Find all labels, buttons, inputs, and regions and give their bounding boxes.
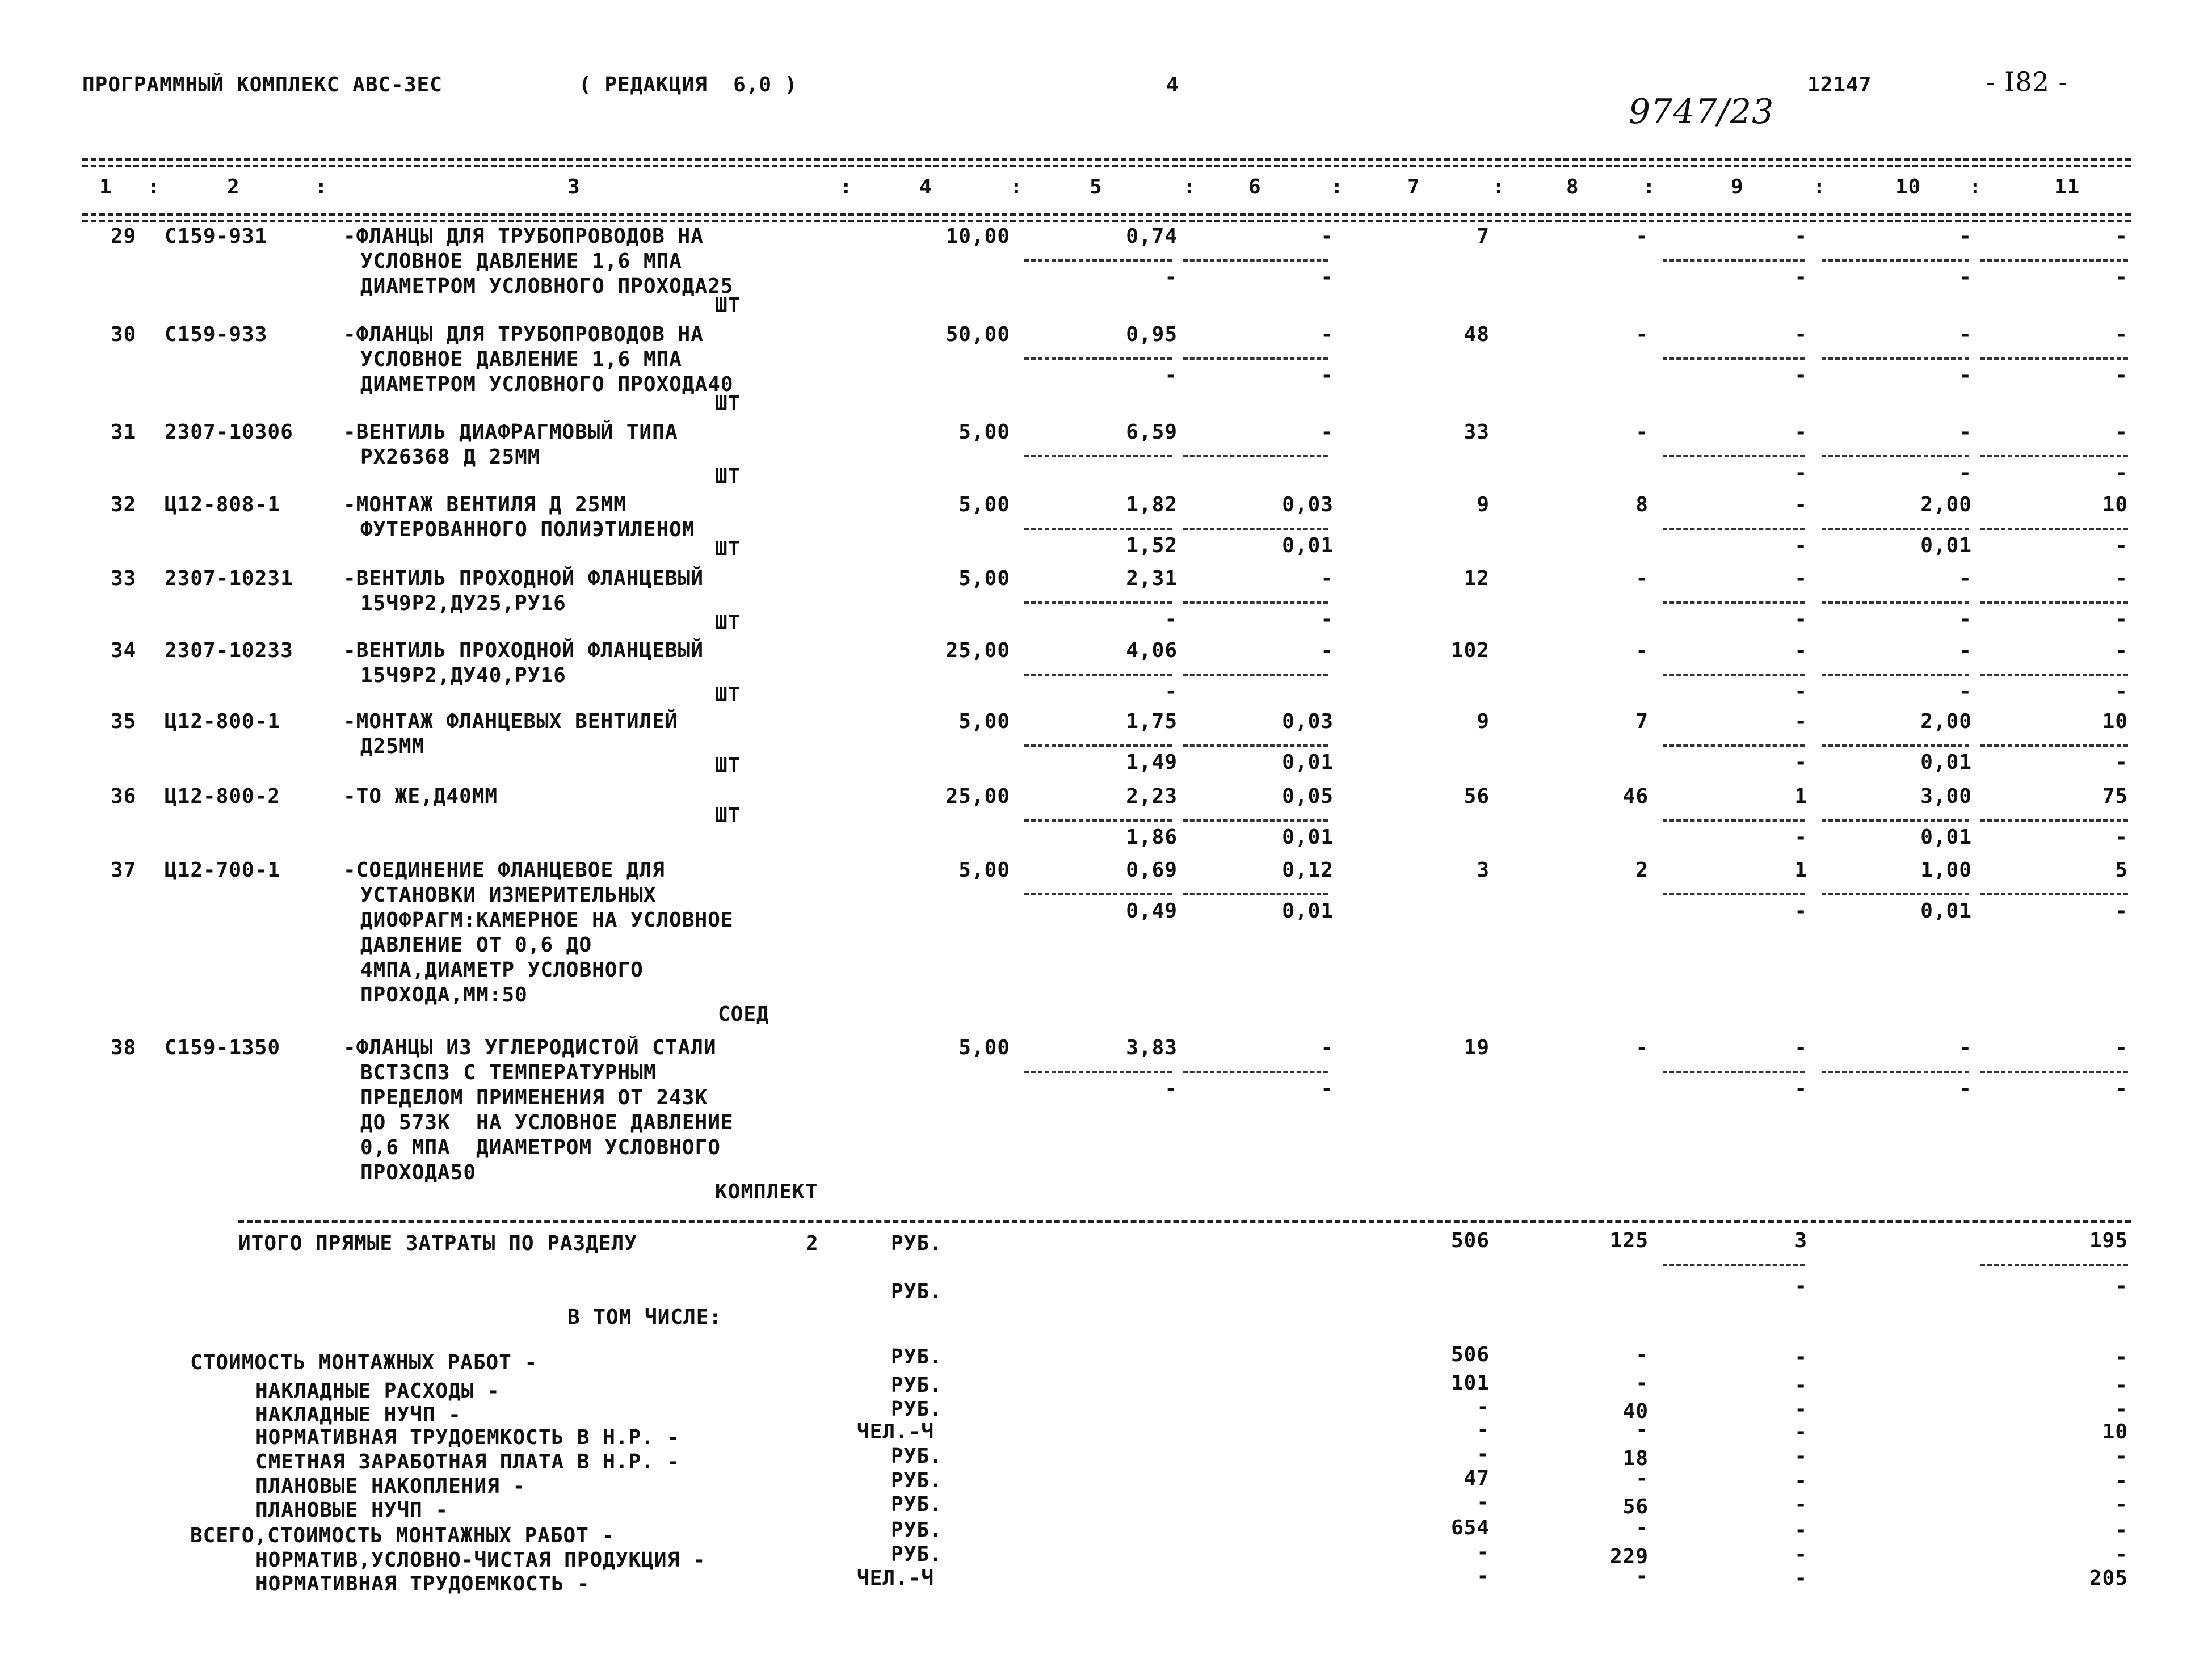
item-description-line: УСЛОВНОЕ ДАВЛЕНИЕ 1,6 МПА (360, 250, 682, 273)
summary-unit: РУБ. (891, 1493, 943, 1516)
item-code: 2307-10306 (165, 420, 293, 444)
row-number: 38 (111, 1036, 137, 1059)
item-description-line: Д25ММ (360, 735, 425, 758)
item-col11: - (2115, 323, 2128, 346)
summary-col11: 205 (2089, 1567, 2128, 1590)
item-description-line: ДИАМЕТРОМ УСЛОВНОГО ПРОХОДА25 (360, 275, 734, 298)
summary-label: СТОИМОСТЬ МОНТАЖНЫХ РАБОТ - (190, 1351, 538, 1374)
item-col11-sub: - (2115, 608, 2128, 631)
column-separator: : (1813, 175, 1826, 199)
item-col10: - (1959, 420, 1972, 444)
summary-col9: - (1794, 1543, 1807, 1566)
item-col11: 5 (2115, 858, 2128, 882)
item-col9-sub: - (1794, 608, 1807, 631)
summary-unit: РУБ. (891, 1543, 943, 1566)
item-unit: ШТ (715, 804, 741, 827)
item-unit: ШТ (715, 465, 741, 488)
item-description-line: -ВЕНТИЛЬ ПРОХОДНОЙ ФЛАНЦЕВЫЙ (343, 567, 704, 590)
item-col5-sub: 1,49 (1126, 751, 1178, 774)
item-code: 2307-10231 (165, 567, 293, 590)
item-code: Ц12-700-1 (165, 858, 281, 882)
summary-col7: - (1477, 1442, 1490, 1466)
item-description-line: 0,6 МПА ДИАМЕТРОМ УСЛОВНОГО (360, 1136, 721, 1159)
summary-col9: - (1794, 1374, 1807, 1397)
summary-col7: - (1477, 1418, 1490, 1441)
summary-col11: - (2115, 1374, 2128, 1397)
summary-label: ВСЕГО,СТОИМОСТЬ МОНТАЖНЫХ РАБОТ - (190, 1524, 615, 1547)
summary-label: ПЛАНОВЫЕ НАКОПЛЕНИЯ - (255, 1475, 526, 1498)
item-col6-sub: - (1321, 266, 1334, 289)
item-col10-sub: 0,01 (1920, 899, 1972, 923)
item-unit: ШТ (715, 537, 741, 561)
item-col10-sub: - (1959, 364, 1972, 387)
item-col10: - (1959, 323, 1972, 346)
item-col9: - (1794, 1036, 1807, 1059)
column-header-10: 10 (1895, 175, 1921, 199)
column-header-8: 8 (1566, 175, 1579, 199)
item-col9: - (1794, 639, 1807, 662)
totals-col9: 3 (1794, 1229, 1807, 1252)
row-number: 32 (111, 493, 137, 516)
item-col9-sub: - (1794, 899, 1807, 923)
item-col6-sub: 0,01 (1282, 534, 1334, 557)
item-col7: 102 (1450, 639, 1490, 662)
item-description-line: 15Ч9Р2,ДУ40,РУ16 (360, 664, 566, 687)
item-code: С159-931 (165, 225, 268, 248)
program-title: ПРОГРАММНЫЙ КОМПЛЕКС АВС-ЗЕС (82, 73, 443, 96)
item-col7: 56 (1464, 785, 1490, 808)
item-description-line: -ТО ЖЕ,Д40ММ (343, 785, 498, 808)
item-col10-sub: - (1959, 266, 1972, 289)
edition-label: ( РЕДАКЦИЯ 6,0 ) (579, 73, 798, 96)
summary-col11: - (2115, 1469, 2128, 1492)
item-code: Ц12-808-1 (165, 493, 281, 516)
item-col9: - (1794, 323, 1807, 346)
handwritten-number: 9747/23 (1629, 92, 1774, 132)
item-col11: - (2115, 225, 2128, 248)
item-description-line: УСЛОВНОЕ ДАВЛЕНИЕ 1,6 МПА (360, 348, 682, 371)
item-col11-sub: - (2115, 364, 2128, 387)
summary-col11: 10 (2102, 1420, 2128, 1443)
totals-col8: 125 (1609, 1229, 1649, 1252)
item-description-line: -ВЕНТИЛЬ ПРОХОДНОЙ ФЛАНЦЕВЫЙ (343, 639, 704, 662)
item-description-line: ДАВЛЕНИЕ ОТ 0,6 ДО (360, 933, 592, 957)
summary-unit: ЧЕЛ.-Ч (857, 1420, 935, 1443)
item-col6: - (1321, 639, 1334, 662)
item-col10: - (1959, 225, 1972, 248)
item-col6-sub: - (1321, 1077, 1334, 1100)
item-col11-sub: - (2115, 1077, 2128, 1100)
including-label: В ТОМ ЧИСЛЕ: (567, 1306, 722, 1329)
item-col10: 3,00 (1920, 785, 1972, 808)
totals-section-number: 2 (806, 1232, 819, 1255)
item-code: Ц12-800-1 (165, 710, 281, 733)
value-divider (1980, 1264, 2128, 1266)
item-col10-sub: - (1959, 461, 1972, 485)
column-header-1: 1 (99, 175, 112, 199)
item-col10-sub: - (1959, 680, 1972, 703)
item-col5-sub: - (1164, 364, 1178, 387)
item-col11-sub: - (2115, 751, 2128, 774)
item-col10-sub: 0,01 (1920, 826, 1972, 849)
item-unit: ШТ (715, 754, 741, 777)
item-col7: 9 (1477, 710, 1490, 733)
item-col11: - (2115, 567, 2128, 590)
column-separator: : (840, 175, 853, 199)
item-col9-sub: - (1794, 364, 1807, 387)
item-col9: - (1794, 493, 1807, 516)
item-col7: 19 (1464, 1036, 1490, 1059)
item-col5-sub: 1,52 (1126, 534, 1178, 557)
item-col9: - (1794, 710, 1807, 733)
item-col5: 2,23 (1126, 785, 1178, 808)
column-header-11: 11 (2054, 175, 2080, 199)
summary-unit: РУБ. (891, 1345, 943, 1369)
summary-col8: - (1635, 1467, 1649, 1490)
totals-col9-sub: - (1794, 1274, 1807, 1298)
item-col5: 0,74 (1126, 225, 1178, 248)
summary-unit: РУБ. (891, 1374, 943, 1397)
item-quantity: 5,00 (958, 858, 1010, 882)
item-quantity: 25,00 (945, 639, 1010, 662)
item-col6-sub: 0,01 (1282, 826, 1334, 849)
summary-col11: - (2115, 1445, 2128, 1468)
item-col9: - (1794, 225, 1807, 248)
summary-unit: РУБ. (891, 1469, 943, 1492)
item-unit: СОЕД (718, 1003, 769, 1026)
item-col9: 1 (1794, 858, 1807, 882)
summary-col7: 47 (1464, 1467, 1490, 1490)
totals-unit-2: РУБ. (891, 1280, 943, 1303)
item-col9-sub: - (1794, 826, 1807, 849)
item-description-line: ДО 573К НА УСЛОВНОЕ ДАВЛЕНИЕ (360, 1111, 734, 1134)
item-description-line: -ВЕНТИЛЬ ДИАФРАГМОВЫЙ ТИПА (343, 420, 678, 444)
item-col10-sub: 0,01 (1920, 534, 1972, 557)
item-col8: - (1635, 567, 1649, 590)
item-col9: - (1794, 420, 1807, 444)
item-quantity: 5,00 (958, 710, 1010, 733)
item-col9-sub: - (1794, 461, 1807, 485)
item-col9: - (1794, 567, 1807, 590)
item-col5: 1,75 (1126, 710, 1178, 733)
summary-col8: - (1635, 1564, 1649, 1588)
document-code: 12147 (1807, 73, 1872, 96)
summary-col9: - (1794, 1445, 1807, 1468)
summary-col7: 101 (1450, 1371, 1490, 1395)
item-quantity: 5,00 (958, 567, 1010, 590)
item-description-line: -СОЕДИНЕНИЕ ФЛАНЦЕВОЕ ДЛЯ (343, 858, 665, 882)
summary-col7: - (1477, 1395, 1490, 1419)
totals-label: ИТОГО ПРЯМЫЕ ЗАТРАТЫ ПО РАЗДЕЛУ (238, 1232, 637, 1255)
item-description-line: -МОНТАЖ ФЛАНЦЕВЫХ ВЕНТИЛЕЙ (343, 710, 678, 733)
item-unit: ШТ (715, 294, 741, 317)
item-col11: - (2115, 1036, 2128, 1059)
row-number: 36 (111, 785, 137, 808)
item-description-line: -ФЛАНЦЫ ДЛЯ ТРУБОПРОВОДОВ НА (343, 225, 704, 248)
item-col9-sub: - (1794, 751, 1807, 774)
item-col7: 33 (1464, 420, 1490, 444)
item-col6-sub: - (1321, 608, 1334, 631)
column-header-3: 3 (567, 175, 581, 199)
item-col7: 3 (1477, 858, 1490, 882)
item-description-line: -ФЛАНЦЫ ДЛЯ ТРУБОПРОВОДОВ НА (343, 323, 704, 346)
summary-label: НОРМАТИВ,УСЛОВНО-ЧИСТАЯ ПРОДУКЦИЯ - (255, 1548, 706, 1572)
summary-col8: - (1635, 1516, 1649, 1539)
item-unit: ШТ (715, 683, 741, 706)
summary-col9: - (1794, 1493, 1807, 1516)
item-col9-sub: - (1794, 266, 1807, 289)
item-col9: 1 (1794, 785, 1807, 808)
item-col5-sub: 0,49 (1126, 899, 1178, 923)
item-description-line: ПРОХОДА50 (360, 1161, 477, 1184)
summary-label: НОРМАТИВНАЯ ТРУДОЕМКОСТЬ В Н.Р. - (255, 1426, 680, 1449)
column-header-4: 4 (919, 175, 932, 199)
item-quantity: 50,00 (945, 323, 1010, 346)
item-col11: 75 (2102, 785, 2128, 808)
item-col10: 2,00 (1920, 493, 1972, 516)
item-col6: 0,03 (1282, 493, 1334, 516)
item-col6: - (1321, 323, 1334, 346)
summary-col7: - (1477, 1541, 1490, 1564)
item-col11-sub: - (2115, 461, 2128, 485)
item-col11-sub: - (2115, 826, 2128, 849)
summary-col8: 56 (1622, 1495, 1649, 1518)
item-col9-sub: - (1794, 534, 1807, 557)
item-col11: - (2115, 639, 2128, 662)
item-col10: - (1959, 1036, 1972, 1059)
item-description-line: ВСТЗСПЗ С ТЕМПЕРАТУРНЫМ (360, 1061, 657, 1084)
column-separator: : (1183, 175, 1196, 199)
item-col8: - (1635, 420, 1649, 444)
summary-label: ПЛАНОВЫЕ НУЧП - (255, 1499, 449, 1522)
summary-label: НОРМАТИВНАЯ ТРУДОЕМКОСТЬ - (255, 1572, 590, 1596)
item-description-line: -МОНТАЖ ВЕНТИЛЯ Д 25ММ (343, 493, 626, 516)
summary-col11: - (2115, 1518, 2128, 1542)
item-col5: 2,31 (1126, 567, 1178, 590)
item-col10-sub: - (1959, 1077, 1972, 1100)
row-number: 29 (111, 225, 137, 248)
item-col6-sub: 0,01 (1282, 899, 1334, 923)
item-col5-sub: - (1164, 1077, 1178, 1100)
item-col11: 10 (2102, 493, 2128, 516)
item-quantity: 5,00 (958, 493, 1010, 516)
item-col8: 2 (1635, 858, 1649, 882)
summary-col9: - (1794, 1518, 1807, 1542)
item-col10-sub: 0,01 (1920, 751, 1972, 774)
summary-unit: РУБ. (891, 1518, 943, 1542)
item-col5: 4,06 (1126, 639, 1178, 662)
item-description-line: ПРЕДЕЛОМ ПРИМЕНЕНИЯ ОТ 243К (360, 1086, 708, 1109)
summary-col11: - (2115, 1345, 2128, 1369)
item-quantity: 5,00 (958, 420, 1010, 444)
row-number: 31 (111, 420, 137, 444)
page-number: 4 (1166, 73, 1179, 96)
item-description-line: 4МПА,ДИАМЕТР УСЛОВНОГО (360, 958, 644, 982)
item-col5: 0,95 (1126, 323, 1178, 346)
summary-col9: - (1794, 1567, 1807, 1590)
item-col10-sub: - (1959, 608, 1972, 631)
item-col5-sub: 1,86 (1126, 826, 1178, 849)
totals-col7: 506 (1450, 1229, 1490, 1252)
row-number: 34 (111, 639, 137, 662)
summary-unit: ЧЕЛ.-Ч (857, 1567, 935, 1590)
item-code: С159-1350 (165, 1036, 281, 1059)
item-col10: - (1959, 567, 1972, 590)
item-col8: - (1635, 1036, 1649, 1059)
column-separator: : (315, 175, 328, 199)
item-col5-sub: - (1164, 608, 1178, 631)
item-quantity: 5,00 (958, 1036, 1010, 1059)
item-unit: КОМПЛЕКТ (715, 1180, 818, 1203)
summary-col9: - (1794, 1345, 1807, 1369)
item-col5-sub: - (1164, 266, 1178, 289)
item-col8: 7 (1635, 710, 1649, 733)
column-separator: : (1643, 175, 1656, 199)
item-col11-sub: - (2115, 266, 2128, 289)
summary-col11: - (2115, 1398, 2128, 1421)
column-header-6: 6 (1248, 175, 1261, 199)
item-quantity: 10,00 (945, 225, 1010, 248)
item-description-line: ФУТЕРОВАННОГО ПОЛИЭТИЛЕНОМ (360, 518, 695, 541)
item-unit: ШТ (715, 392, 741, 415)
summary-col8: 229 (1609, 1545, 1649, 1568)
summary-col8: 18 (1622, 1447, 1649, 1470)
item-col9-sub: - (1794, 680, 1807, 703)
totals-col11-sub: - (2115, 1274, 2128, 1298)
column-separator: : (1969, 175, 1982, 199)
item-col10: 1,00 (1920, 858, 1972, 882)
item-description-line: УСТАНОВКИ ИЗМЕРИТЕЛЬНЫХ (360, 883, 657, 907)
summary-col9: - (1794, 1398, 1807, 1421)
item-col11-sub: - (2115, 680, 2128, 703)
item-description-line: 15Ч9Р2,ДУ25,РУ16 (360, 592, 566, 615)
item-col7: 7 (1477, 225, 1490, 248)
item-col6: 0,12 (1282, 858, 1334, 882)
column-separator: : (1010, 175, 1023, 199)
totals-unit: РУБ. (891, 1232, 943, 1255)
item-col9-sub: - (1794, 1077, 1807, 1100)
item-col10: - (1959, 639, 1972, 662)
item-unit: ШТ (715, 611, 741, 634)
item-col8: 8 (1635, 493, 1649, 516)
row-number: 35 (111, 710, 137, 733)
column-header-9: 9 (1731, 175, 1744, 199)
item-col5: 0,69 (1126, 858, 1178, 882)
item-col5: 6,59 (1126, 420, 1178, 444)
summary-col8: 40 (1622, 1400, 1649, 1423)
summary-col8: - (1635, 1371, 1649, 1395)
item-col8: - (1635, 225, 1649, 248)
summary-col8: - (1635, 1418, 1649, 1441)
column-separator: : (1492, 175, 1505, 199)
item-col8: 46 (1622, 785, 1649, 808)
summary-unit: РУБ. (891, 1398, 943, 1421)
item-code: Ц12-800-2 (165, 785, 281, 808)
summary-label: НАКЛАДНЫЕ РАСХОДЫ - (255, 1379, 500, 1403)
summary-col8: - (1635, 1343, 1649, 1366)
summary-label: СМЕТНАЯ ЗАРАБОТНАЯ ПЛАТА В Н.Р. - (255, 1450, 680, 1474)
item-col6: - (1321, 1036, 1334, 1059)
summary-col7: - (1477, 1564, 1490, 1588)
column-separator: : (148, 175, 161, 199)
totals-col11: 195 (2089, 1229, 2128, 1252)
column-header-5: 5 (1090, 175, 1103, 199)
item-col11: - (2115, 420, 2128, 444)
summary-col9: - (1794, 1469, 1807, 1492)
item-col6: - (1321, 225, 1334, 248)
item-description-line: -ФЛАНЦЫ ИЗ УГЛЕРОДИСТОЙ СТАЛИ (343, 1036, 717, 1059)
item-code: С159-933 (165, 323, 268, 346)
summary-label: НАКЛАДНЫЕ НУЧП - (255, 1403, 461, 1426)
item-col11-sub: - (2115, 534, 2128, 557)
item-col6: 0,05 (1282, 785, 1334, 808)
item-col6: - (1321, 567, 1334, 590)
item-description-line: ПРОХОДА,ММ:50 (360, 983, 528, 1007)
item-col8: - (1635, 323, 1649, 346)
summary-col7: - (1477, 1491, 1490, 1514)
row-number: 30 (111, 323, 137, 346)
row-number: 37 (111, 858, 137, 882)
item-col5: 1,82 (1126, 493, 1178, 516)
column-header-7: 7 (1407, 175, 1420, 199)
item-col11-sub: - (2115, 899, 2128, 923)
item-col7: 9 (1477, 493, 1490, 516)
sheet-number: - I82 - (1986, 66, 2068, 97)
item-description-line: ДИАМЕТРОМ УСЛОВНОГО ПРОХОДА40 (360, 373, 734, 396)
item-code: 2307-10233 (165, 639, 293, 662)
summary-col7: 654 (1450, 1516, 1490, 1539)
item-col5: 3,83 (1126, 1036, 1178, 1059)
item-description-line: РХ26368 Д 25ММ (360, 445, 541, 469)
item-col10: 2,00 (1920, 710, 1972, 733)
row-number: 33 (111, 567, 137, 590)
item-col6-sub: 0,01 (1282, 751, 1334, 774)
column-header-2: 2 (227, 175, 240, 199)
item-col11: 10 (2102, 710, 2128, 733)
summary-col9: - (1794, 1420, 1807, 1443)
item-quantity: 25,00 (945, 785, 1010, 808)
item-col6: - (1321, 420, 1334, 444)
item-description-line: ДИОФРАГМ:КАМЕРНОЕ НА УСЛОВНОЕ (360, 908, 734, 932)
summary-col11: - (2115, 1543, 2128, 1566)
item-col5-sub: - (1164, 680, 1178, 703)
item-col6-sub: - (1321, 364, 1334, 387)
value-divider (1663, 1264, 1805, 1266)
summary-unit: РУБ. (891, 1445, 943, 1468)
item-col8: - (1635, 639, 1649, 662)
item-col7: 12 (1464, 567, 1490, 590)
column-separator: : (1331, 175, 1344, 199)
summary-col11: - (2115, 1493, 2128, 1516)
summary-col7: 506 (1450, 1343, 1490, 1366)
item-col6: 0,03 (1282, 710, 1334, 733)
item-col7: 48 (1464, 323, 1490, 346)
